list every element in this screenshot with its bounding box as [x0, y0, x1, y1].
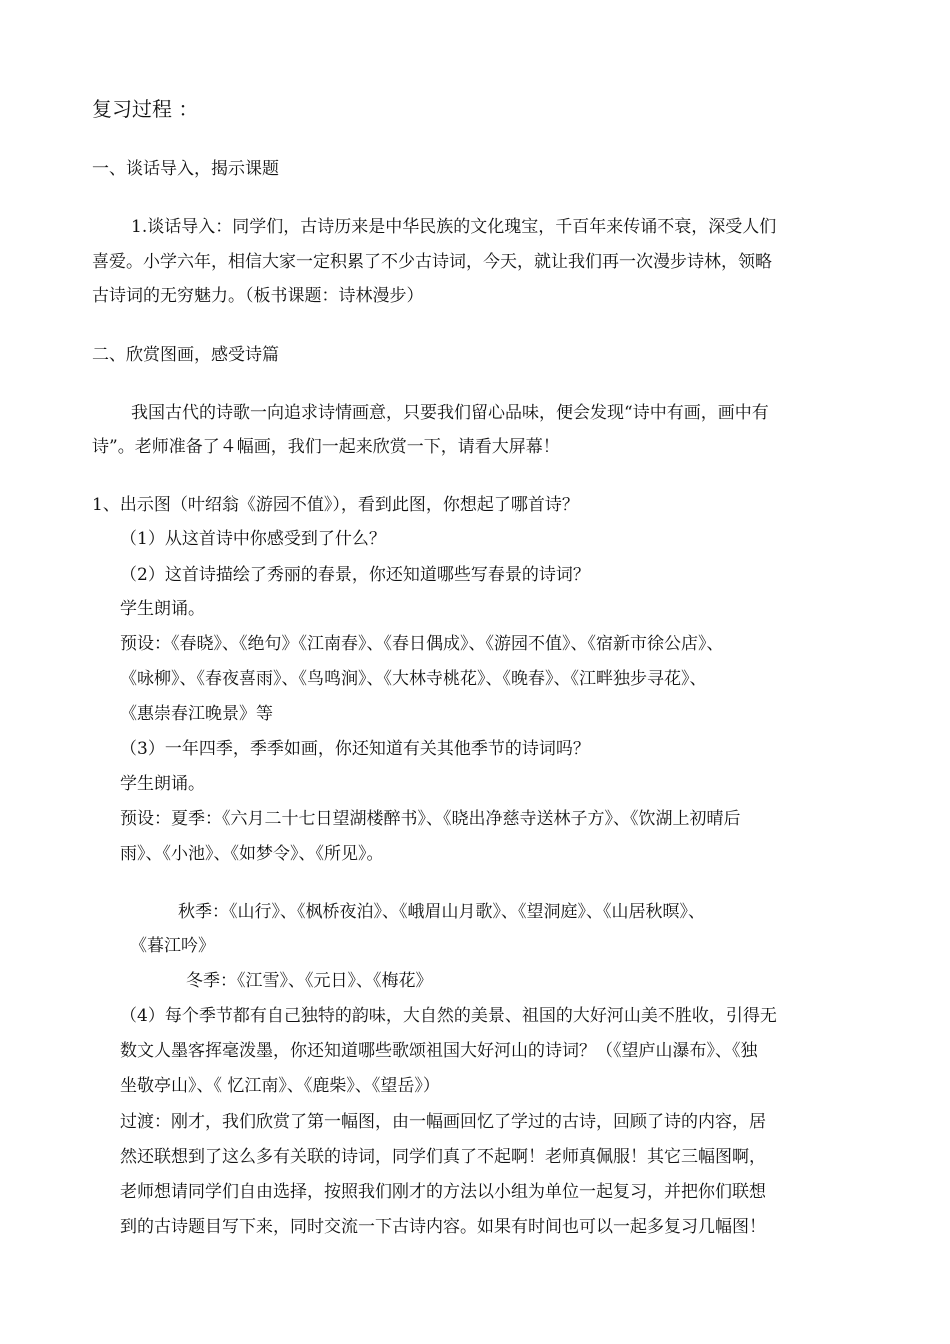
transition-line: 到的古诗题目写下来，同时交流一下古诗内容。如果有时间也可以一起多复习几幅图！	[120, 1217, 766, 1237]
preset-line: 预设：夏季：《六月二十七日望湖楼醉书》、《晓出净慈寺送林子方》、《饮湖上初晴后	[120, 809, 741, 829]
question: （1）从这首诗中你感受到了什么？	[120, 529, 386, 549]
page-title: 复习过程 ：	[92, 97, 199, 121]
transition-line: 然还联想到了这么多有关联的诗词，同学们真了不起啊！老师真佩服！其它三幅图啊，	[120, 1147, 766, 1167]
question: 数文人墨客挥毫泼墨，你还知道哪些歌颂祖国大好河山的诗词？（《望庐山瀑布》、《独	[120, 1041, 758, 1061]
section-heading: 一、谈话导入，揭示课题	[92, 159, 279, 179]
paragraph-line: 我国古代的诗歌一向追求诗情画意，只要我们留心品味，便会发现“诗中有画，画中有	[131, 403, 769, 423]
student-recital: 学生朗诵。	[120, 774, 205, 794]
preset-line: 雨》、《小池》、《如梦令》、《所见》。	[120, 844, 384, 864]
student-recital: 学生朗诵。	[120, 599, 205, 619]
paragraph-line: 古诗词的无穷魅力。（板书课题：诗林漫步）	[92, 286, 424, 306]
section-heading: 二、欣赏图画，感受诗篇	[92, 345, 279, 365]
question: （4）每个季节都有自己独特的韵味，大自然的美景、祖国的大好河山美不胜收，引得无	[120, 1006, 777, 1026]
preset-line: 预设：《春晓》、《绝句》《江南春》、《春日偶成》、《游园不值》、《宿新市徐公店》、	[120, 634, 724, 654]
item-heading: 1、出示图（叶绍翁《游园不值》），看到此图，你想起了哪首诗？	[92, 495, 579, 515]
question: 坐敬亭山》、《 忆江南》、《鹿柴》、《望岳》）	[120, 1076, 440, 1096]
paragraph-line: 喜爱。小学六年，相信大家一定积累了不少古诗词，今天，就让我们再一次漫步诗林，领略	[92, 252, 772, 272]
autumn-line: 《暮江吟》	[130, 936, 215, 956]
preset-line: 《咏柳》、《春夜喜雨》、《鸟鸣涧》、《大林寺桃花》、《晚春》、《江畔独步寻花》、	[120, 669, 707, 689]
winter-line: 冬季：《江雪》、《元日》、《梅花》	[186, 971, 433, 991]
transition-line: 老师想请同学们自由选择，按照我们刚才的方法以小组为单位一起复习，并把你们联想	[120, 1182, 766, 1202]
preset-line: 《惠崇春江晚景》等	[120, 704, 273, 724]
transition-line: 过渡：刚才，我们欣赏了第一幅图，由一幅画回忆了学过的古诗，回顾了诗的内容，居	[120, 1112, 766, 1132]
paragraph-line: 诗”。老师准备了４幅画，我们一起来欣赏一下，请看大屏幕！	[92, 437, 560, 457]
paragraph-line: 1.谈话导入：同学们，古诗历来是中华民族的文化瑰宝，千百年来传诵不衰，深受人们	[131, 217, 777, 237]
question: （3）一年四季，季季如画，你还知道有关其他季节的诗词吗？	[120, 739, 590, 759]
question: （2）这首诗描绘了秀丽的春景，你还知道哪些写春景的诗词？	[120, 565, 590, 585]
autumn-line: 秋季：《山行》、《枫桥夜泊》、《峨眉山月歌》、《望洞庭》、《山居秋暝》、	[178, 902, 705, 922]
